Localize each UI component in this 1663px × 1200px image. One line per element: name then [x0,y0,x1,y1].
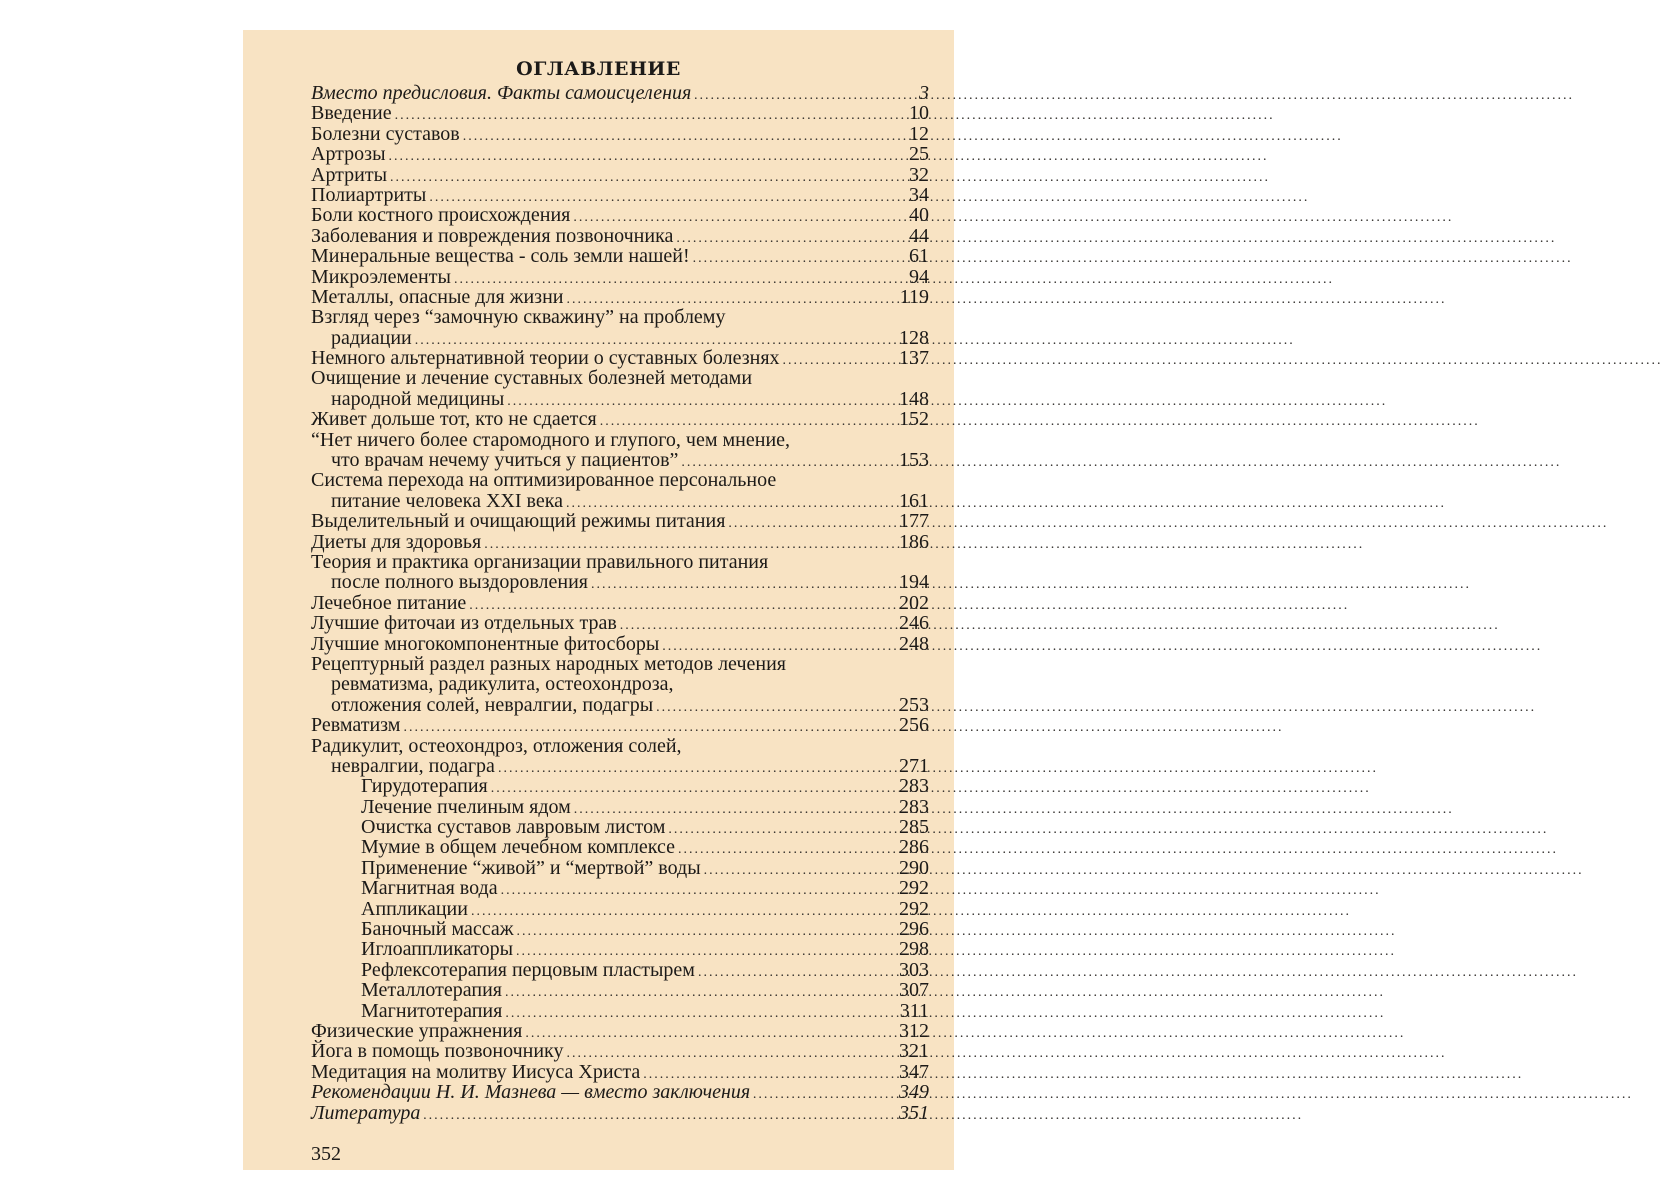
toc-entry-title: Очищение и лечение суставных болезней методами [311,367,753,390]
toc-entry [311,103,929,123]
toc-entry-page: 312 [899,1019,929,1042]
toc-entry-title: Взгляд через “замочную скважину” на проблему [311,306,726,329]
dot-leader [395,106,906,126]
toc-entry-title: Боли костного происхождения [311,204,571,227]
toc-entry [311,837,929,857]
toc-entry [311,532,929,552]
toc-entry [311,634,929,654]
toc-entry-page: 119 [899,285,929,308]
dot-leader [517,922,896,942]
toc-entry [311,1001,929,1021]
toc-entry [311,776,929,796]
toc-entry-title: Заболевания и повреждения позвоночника [311,224,674,247]
dot-leader [620,616,896,636]
toc-entry [311,1041,929,1061]
toc-entry-page: 3 [919,82,929,104]
toc-entry-title: невралгии, подагра [331,754,495,777]
toc-entry [311,695,929,715]
toc-entry [311,593,929,613]
dot-leader [728,514,896,534]
toc-entry-title: Рефлексотерапия перцовым пластырем [361,958,695,981]
toc-entry [311,736,929,756]
toc-entry [311,1021,929,1041]
toc-entry-page: 347 [899,1060,929,1083]
toc-entry-page: 292 [899,897,929,920]
toc-entry-title: отложения солей, невралгии, подагры [331,693,654,716]
toc-entry-title: Вместо предисловия. Факты самоисцеления [311,82,692,104]
toc-entry [311,165,929,185]
toc-entry-title: Живет дольше тот, кто не сдается [311,408,597,431]
toc-entry [311,674,929,694]
toc-entry-title: Мумие в общем лечебном комплексе [361,836,676,859]
toc-entry [311,980,929,1000]
toc-entry-title: Магнитотерапия [361,999,503,1022]
toc-entry-title: Лечение пчелиным ядом [361,795,571,818]
toc-entry-title: Болезни суставов [311,122,460,145]
toc-entry-page: 351 [899,1101,929,1124]
toc-entry [311,185,929,205]
toc-entry-title: Выделительный и очищающий режимы питания [311,510,726,533]
toc-entry-title: Медитация на молитву Иисуса Христа [311,1060,641,1083]
dot-leader [753,1085,896,1105]
dot-leader [390,168,906,188]
page-number: 352 [311,1143,341,1165]
dot-leader [423,1106,896,1126]
dot-leader [656,698,896,718]
toc-entry-title: Система перехода на оптимизированное персональное [311,469,777,492]
toc-entry-title: Радикулит, остеохондроз, отложения солей, [311,734,682,757]
toc-entry [311,124,929,144]
toc-entry-page: 25 [909,143,929,166]
dot-leader [783,351,896,371]
toc-entry [311,267,929,287]
dot-leader [698,963,896,983]
toc-entry-page: 10 [909,102,929,125]
dot-leader [591,575,896,595]
toc-entry-title: что врачам нечему учиться у пациентов” [331,449,679,472]
toc-entry-title: Немного альтернативной теории о суставных болезнях [311,347,780,370]
toc-entry [311,409,929,429]
toc-entry [311,205,929,225]
toc-entry-page: 246 [899,612,929,635]
toc-entry-page: 298 [899,938,929,961]
toc-entry-title: Литература [311,1101,421,1124]
page-title: ОГЛАВЛЕНИЕ [516,58,681,80]
toc-entry-title: Магнитная вода [361,877,498,900]
toc-entry-page: 256 [899,714,929,737]
toc-entry [311,797,929,817]
toc-entry [311,715,929,735]
dot-leader [668,820,896,840]
toc-entry-page: 307 [899,979,929,1002]
toc-entry [311,919,929,939]
toc-entry-title: Ревматизм [311,714,401,737]
toc-entry [311,470,929,490]
toc-entry [311,307,929,327]
dot-leader [678,840,896,860]
toc-entry-page: 285 [899,816,929,839]
toc-entry-page: 153 [899,449,929,472]
toc-entry [311,430,929,450]
toc-entry-page: 283 [899,775,929,798]
toc-entry-title: “Нет ничего более старомодного и глупого, чем мнение, [311,428,791,451]
toc-entry-page: 148 [899,387,929,410]
toc-entry-title: Рекомендации Н. И. Мазнева — вместо заключения [311,1081,751,1104]
toc-entry-page: 303 [899,958,929,981]
toc-entry [311,450,929,470]
dot-leader [525,1024,896,1044]
dot-leader [704,861,896,881]
toc-entry-title: Аппликации [361,897,468,920]
toc-entry-page: 61 [909,245,929,268]
toc-entry-page: 321 [899,1040,929,1063]
toc-entry-page: 248 [899,632,929,655]
dot-leader [694,86,916,106]
toc-entry-title: Металлотерапия [361,979,502,1002]
toc-entry [311,756,929,776]
toc-entry-title: Диеты для здоровья [311,530,482,553]
toc-entry [311,939,929,959]
toc-entry-title: Микроэлементы [311,265,451,288]
toc-entry-title: Теория и практика организации правильного питания [311,550,769,573]
toc-entry-title: после полного выздоровления [331,571,589,594]
toc-entry [311,858,929,878]
toc-entry [311,552,929,572]
dot-leader [693,249,906,269]
toc-entry-title: питание человека XXI века [331,489,564,512]
toc-entry [311,960,929,980]
toc-entry-title: Артрозы [311,143,386,166]
toc-entry-page: 94 [909,265,929,288]
toc-entry-page: 290 [899,856,929,879]
toc-entry-title: Иглоаппликаторы [361,938,514,961]
toc-entry [311,613,929,633]
toc-entry-title: ревматизма, радикулита, остеохондроза, [331,673,674,696]
toc-entry [311,389,929,409]
toc-entry-title: Лучшие многокомпонентные фитосборы [311,632,660,655]
toc-entry [311,878,929,898]
toc-entry-page: 161 [899,489,929,512]
toc-entry-page: 349 [899,1081,929,1104]
toc-entry [311,1103,929,1123]
toc-entry-title: радиации [331,326,412,349]
toc-entry [311,368,929,388]
toc-entry-page: 128 [899,326,929,349]
toc-entry [311,1062,929,1082]
toc-entry-page: 32 [909,163,929,186]
toc-entry-page: 296 [899,918,929,941]
toc-entry [311,491,929,511]
book-page [243,30,954,1170]
toc-entry-page: 137 [899,347,929,370]
toc-entry-page: 292 [899,877,929,900]
toc-entry-page: 177 [899,510,929,533]
toc-entry-title: Артриты [311,163,388,186]
toc-entry [311,226,929,246]
toc-entry [311,328,929,348]
toc-entry-page: 286 [899,836,929,859]
toc-entry-title: Физические упражнения [311,1019,523,1042]
toc-entry [311,348,929,368]
toc-entry-title: Баночный массаж [361,918,514,941]
toc-entry-page: 202 [899,591,929,614]
toc-entry [311,144,929,164]
dot-leader [498,759,896,779]
toc-entry-title: Гирудотерапия [361,775,488,798]
toc-entry-title: Рецептурный раздел разных народных методов лечения [311,652,786,675]
toc-entry-page: 194 [899,571,929,594]
toc-entry [311,511,929,531]
toc-entry-title: Полиартриты [311,183,427,206]
toc-entry [311,246,929,266]
toc-entry [311,83,929,103]
dot-leader [505,1004,896,1024]
toc-entry-title: Йога в помощь позвоночнику [311,1040,564,1063]
toc-entry [311,287,929,307]
toc-entry-page: 271 [899,754,929,777]
toc-entry-title: Лучшие фиточаи из отдельных трав [311,612,617,635]
toc-entry-page: 34 [909,183,929,206]
dot-leader [389,147,906,167]
table-of-contents [311,83,929,1123]
toc-entry [311,654,929,674]
toc-entry-title: народной медицины [331,387,505,410]
toc-entry-page: 152 [899,408,929,431]
toc-entry-title: Минеральные вещества - соль земли нашей! [311,245,690,268]
toc-entry [311,817,929,837]
toc-entry-title: Введение [311,102,392,125]
toc-entry-title: Лечебное питание [311,591,467,614]
toc-entry [311,1082,929,1102]
toc-entry-title: Металлы, опасные для жизни [311,285,564,308]
toc-entry-page: 253 [899,693,929,716]
toc-entry-title: Применение “живой” и “мертвой” воды [361,856,701,879]
dot-leader [505,983,896,1003]
toc-entry-page: 40 [909,204,929,227]
toc-entry-title: Очистка суставов лавровым листом [361,816,666,839]
toc-entry-page: 311 [899,999,929,1022]
toc-entry [311,572,929,592]
toc-entry-page: 44 [909,224,929,247]
toc-entry-page: 186 [899,530,929,553]
dot-leader [471,902,896,922]
toc-entry-page: 283 [899,795,929,818]
toc-entry [311,899,929,919]
toc-entry-page: 12 [909,122,929,145]
dot-leader [501,881,896,901]
dot-leader [463,127,906,147]
dot-leader [676,229,906,249]
